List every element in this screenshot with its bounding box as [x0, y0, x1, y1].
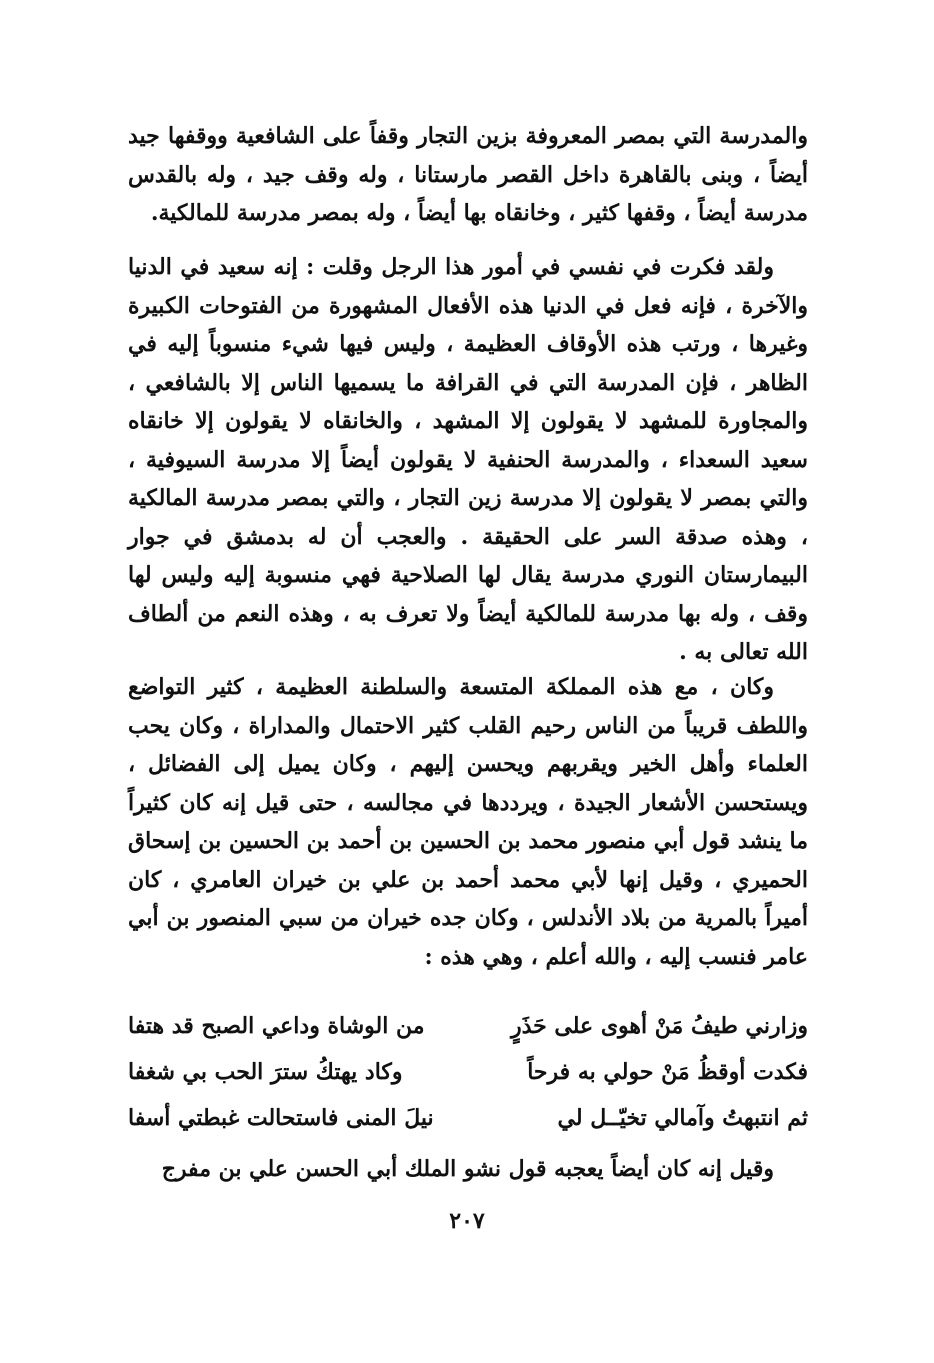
poem-hemistich-second: من الوشاة وداعي الصبح قد هتفا — [128, 1013, 425, 1039]
poem-verse — [128, 1095, 808, 1141]
poem-verse — [128, 1003, 808, 1049]
poem-hemistich-second: وكاد يهتكُ سترَ الحب بي شغفا — [128, 1059, 403, 1085]
poem-verse — [128, 1049, 808, 1095]
page-number: ٢٠٧ — [449, 1208, 485, 1234]
poem-hemistich-first: وزارني طيفُ مَنْ أهوى على حَذَرٍ — [510, 1013, 808, 1039]
paragraph-character: وكان ، مع هذه المملكة المتسعة والسلطنة العظيمة ، كثير التواضع واللطف قريباً من الناس رحيم القلب كثير الاحتمال والمداراة ، وكان يحب العلماء وأهل الخير ويقربهم ويحسن إليهم ، وكان يميل إلى الفضائل ، ويستحسن الأشعار الجيدة ، ويرددها في مجالسه ، حتى قيل إنه كان كثيراً ما ينشد قول أبي منصور محمد بن الحسين بن أحمد بن الحسين بن إسحاق الحميري ، وقيل إنها لأبي محمد أحمد بن علي بن خيران العامري ، كان أميراً بالمرية من بلاد الأندلس ، وكان جده خيران من سبي المنصور بن أبي عامر فنسب إليه ، والله أعلم ، وهي هذه : — [128, 674, 809, 970]
poem — [128, 1003, 808, 1141]
paragraph-madrasa-endowments: والمدرسة التي بمصر المعروفة بزين التجار وقفاً على الشافعية ووقفها جيد أيضاً ، وبنى بالقاهرة داخل القصر مارستانا ، وله وقف جيد ، وله بالقدس مدرسة أيضاً ، وقفها كثير ، وخانقاه بها أيضاً ، وله بمصر مدرسة للمالكية. — [128, 123, 808, 226]
paragraph-continuation: وقيل إنه كان أيضاً يعجبه قول نشو الملك أبي الحسن علي بن مفرج — [161, 1156, 774, 1182]
poem-hemistich-first: فكدت أوقظُ مَنْ حولي به فرحاً — [527, 1059, 808, 1085]
poem-hemistich-second: نيلَ المنى فاستحالت غبطتي أسفا — [128, 1105, 434, 1131]
poem-hemistich-first: ثم انتبهتُ وآمالي تخيّــل لي — [557, 1105, 808, 1131]
paragraph-reflection: ولقد فكرت في نفسي في أمور هذا الرجل وقلت : إنه سعيد في الدنيا والآخرة ، فإنه فعل في الدنيا هذه الأفعال المشهورة من الفتوحات الكبيرة وغيرها ، ورتب هذه الأوقاف العظيمة ، وليس فيها شيء منسوباً إليه في الظاهر ، فإن المدرسة التي في القرافة ما يسميها الناس إلا بالشافعي ، والمجاورة للمشهد لا يقولون إلا المشهد ، والخانقاه لا يقولون إلا خانقاه سعيد السعداء ، والمدرسة الحنفية لا يقولون أيضاً إلا مدرسة السيوفية ، والتي بمصر لا يقولون إلا مدرسة زين التجار ، والتي بمصر مدرسة المالكية ، وهذه صدقة السر على الحقيقة . والعجب أن له بدمشق في جوار البيمارستان النوري مدرسة يقال لها الصلاحية فهي منسوبة إليه وليس لها وقف ، وله بها مدرسة للمالكية أيضاً ولا تعرف به ، وهذه النعم من ألطاف الله تعالى به . — [128, 254, 808, 665]
